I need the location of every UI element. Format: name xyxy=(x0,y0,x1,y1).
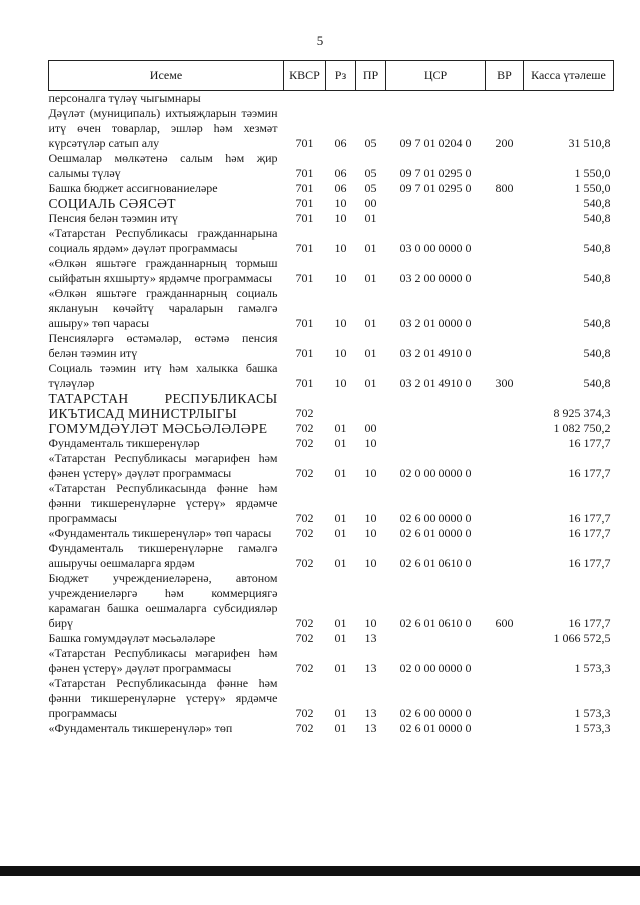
cell-kvsr: 701 xyxy=(295,181,314,195)
cell-rz: 10 xyxy=(334,196,347,210)
cell-amount: 16 177,7 xyxy=(568,616,611,630)
cell-amount: 16 177,7 xyxy=(568,466,611,480)
cell-amount: 1 066 572,5 xyxy=(553,631,611,645)
cell-vr xyxy=(486,721,524,736)
cell-vr xyxy=(486,391,524,421)
cell-csr xyxy=(386,421,486,436)
cell-rz: 01 xyxy=(334,721,347,735)
cell-name: Бюджет учреждениеләренә, автоном учреждениеләргә һәм коммерциягә карамаган башка оешмаларга субсидияләр бирү xyxy=(48,571,278,630)
cell-amount: 540,8 xyxy=(583,271,611,285)
cell-amount: 1 550,0 xyxy=(574,181,611,195)
cell-csr xyxy=(386,631,486,646)
table-row xyxy=(49,631,614,646)
cell-name: ТАТАРСТАН РЕСПУБЛИКАСЫ ИКЪТИСАД МИНИСТРЛЫГЫ xyxy=(48,391,278,421)
cell-rz: 01 xyxy=(334,436,347,450)
cell-pr: 05 xyxy=(364,166,377,180)
cell-name: «Татарстан Республикасы мәгарифен һәм фәнен үстерү» дәүләт программасы xyxy=(48,646,278,675)
cell-name: Социаль тәэмин итү һәм халыкка башка түләүләр xyxy=(48,361,278,390)
cell-kvsr: 702 xyxy=(295,436,314,450)
cell-vr xyxy=(486,421,524,436)
cell-csr xyxy=(386,91,486,107)
cell-pr: 01 xyxy=(364,376,377,390)
cell-amount: 540,8 xyxy=(583,211,611,225)
cell-kvsr: 702 xyxy=(295,421,314,435)
cell-rz: 01 xyxy=(334,631,347,645)
table-row xyxy=(49,226,614,256)
cell-vr xyxy=(486,211,524,226)
cell-rz: 06 xyxy=(334,166,347,180)
cell-vr xyxy=(486,436,524,451)
cell-amount: 540,8 xyxy=(583,241,611,255)
cell-kvsr: 701 xyxy=(295,241,314,255)
table-row xyxy=(49,721,614,736)
cell-vr xyxy=(486,541,524,571)
cell-kvsr: 702 xyxy=(295,661,314,675)
table-row xyxy=(49,676,614,721)
cell-vr xyxy=(486,256,524,286)
cell-kvsr xyxy=(284,91,326,107)
cell-kvsr: 701 xyxy=(295,136,314,150)
scan-edge-bar xyxy=(0,866,640,876)
cell-name: «Фундаменталь тикшеренүләр» төп xyxy=(48,721,233,735)
cell-csr: 02 6 01 0000 0 xyxy=(399,721,472,735)
cell-kvsr: 702 xyxy=(295,526,314,540)
cell-rz: 01 xyxy=(334,466,347,480)
table-row xyxy=(49,391,614,421)
header-rz: Рз xyxy=(326,61,356,91)
cell-kvsr: 702 xyxy=(295,616,314,630)
cell-pr: 00 xyxy=(364,196,377,210)
cell-amount: 540,8 xyxy=(583,346,611,360)
table-row xyxy=(49,541,614,571)
cell-csr: 09 7 01 0295 0 xyxy=(399,166,472,180)
table-row xyxy=(49,331,614,361)
cell-name: Дәүләт (муниципаль) ихтыяҗларын тәэмин итү өчен товарлар, эшләр һәм хезмәт күрсәтүләр сатып алу xyxy=(48,106,278,150)
cell-amount: 1 082 750,2 xyxy=(553,421,611,435)
cell-pr xyxy=(356,391,386,421)
cell-rz: 10 xyxy=(334,346,347,360)
cell-vr xyxy=(486,631,524,646)
cell-vr xyxy=(486,91,524,107)
table-row xyxy=(49,286,614,331)
cell-vr: 200 xyxy=(495,136,514,150)
cell-csr: 09 7 01 0295 0 xyxy=(399,181,472,195)
cell-pr: 01 xyxy=(364,211,377,225)
cell-csr xyxy=(386,211,486,226)
cell-kvsr: 701 xyxy=(295,316,314,330)
cell-vr xyxy=(486,286,524,331)
cell-rz: 01 xyxy=(334,526,347,540)
cell-kvsr: 701 xyxy=(295,211,314,225)
page-number: 5 xyxy=(316,33,324,48)
cell-rz: 06 xyxy=(334,181,347,195)
table-row xyxy=(49,181,614,196)
cell-name: Башка бюджет ассигнованиеләре xyxy=(48,181,218,195)
cell-amount: 540,8 xyxy=(583,376,611,390)
cell-kvsr: 702 xyxy=(295,721,314,735)
cell-pr: 00 xyxy=(364,421,377,435)
cell-pr: 13 xyxy=(364,631,377,645)
cell-vr xyxy=(486,151,524,181)
table-row xyxy=(49,151,614,181)
cell-amount: 16 177,7 xyxy=(568,511,611,525)
cell-rz: 10 xyxy=(334,241,347,255)
cell-name: ГОМУМДӘҮЛӘТ МӘСЬӘЛӘЛӘРЕ xyxy=(48,421,268,436)
cell-amount: 16 177,7 xyxy=(568,526,611,540)
cell-kvsr: 701 xyxy=(295,271,314,285)
cell-csr: 03 2 01 0000 0 xyxy=(399,316,472,330)
cell-rz: 10 xyxy=(334,271,347,285)
cell-rz: 01 xyxy=(334,661,347,675)
cell-name: персоналга түләү чыгымнары xyxy=(48,91,201,105)
cell-rz: 01 xyxy=(334,421,347,435)
cell-csr: 02 6 01 0610 0 xyxy=(399,616,472,630)
cell-vr xyxy=(486,196,524,211)
cell-pr: 10 xyxy=(364,526,377,540)
cell-rz: 01 xyxy=(334,511,347,525)
cell-pr: 10 xyxy=(364,436,377,450)
cell-name: «Татарстан Республикасы мәгарифен һәм фәнен үстерү» дәүләт программасы xyxy=(48,451,278,480)
table-row xyxy=(49,571,614,631)
cell-rz: 01 xyxy=(334,556,347,570)
table-header-row xyxy=(49,61,614,91)
header-pr: ПР xyxy=(356,61,386,91)
cell-kvsr: 701 xyxy=(295,196,314,210)
cell-name: Башка гомумдәүләт мәсьәләләре xyxy=(48,631,216,645)
table-row xyxy=(49,91,614,107)
cell-pr: 13 xyxy=(364,661,377,675)
cell-csr: 02 6 01 0000 0 xyxy=(399,526,472,540)
cell-pr: 10 xyxy=(364,511,377,525)
cell-pr: 10 xyxy=(364,466,377,480)
cell-csr xyxy=(386,436,486,451)
cell-kvsr: 702 xyxy=(295,706,314,720)
cell-pr xyxy=(356,91,386,107)
cell-name: Пенсияләргә өстәмәләр, өстәмә пенсия белән тәэмин итү xyxy=(48,331,278,360)
cell-kvsr: 701 xyxy=(295,346,314,360)
cell-name: «Татарстан Республикасында фәнне һәм фәнни тикшеренүләрне үстерү» ярдәмче программасы xyxy=(48,481,278,525)
table-row xyxy=(49,211,614,226)
cell-amount: 540,8 xyxy=(583,196,611,210)
cell-amount: 31 510,8 xyxy=(568,136,611,150)
cell-amount: 8 925 374,3 xyxy=(553,406,611,420)
table-row xyxy=(49,526,614,541)
table-row xyxy=(49,196,614,211)
header-name: Исеме xyxy=(49,61,284,91)
cell-rz: 10 xyxy=(334,376,347,390)
cell-name: «Татарстан Республикасында фәнне һәм фәнни тикшеренүләрне үстерү» ярдәмче программасы xyxy=(48,676,278,720)
cell-csr: 03 0 00 0000 0 xyxy=(399,241,472,255)
cell-vr: 800 xyxy=(495,181,514,195)
cell-rz: 01 xyxy=(334,616,347,630)
cell-csr: 02 6 00 0000 0 xyxy=(399,511,472,525)
cell-csr: 03 2 00 0000 0 xyxy=(399,271,472,285)
cell-name: Пенсия белән тәэмин итү xyxy=(48,211,178,225)
table-row xyxy=(49,451,614,481)
cell-pr: 10 xyxy=(364,556,377,570)
cell-pr: 01 xyxy=(364,346,377,360)
cell-csr xyxy=(386,391,486,421)
table-body xyxy=(49,91,614,737)
cell-vr xyxy=(486,676,524,721)
cell-pr: 13 xyxy=(364,706,377,720)
cell-name: Фундаменталь тикшеренүләрне гамәлгә ашыручы оешмаларга ярдәм xyxy=(48,541,278,570)
cell-csr: 09 7 01 0204 0 xyxy=(399,136,472,150)
header-kassa: Касса үтәлеше xyxy=(524,61,614,91)
cell-vr xyxy=(486,331,524,361)
cell-csr: 02 0 00 0000 0 xyxy=(399,466,472,480)
cell-rz xyxy=(326,91,356,107)
table-row xyxy=(49,646,614,676)
cell-amount: 1 573,3 xyxy=(574,661,611,675)
cell-name: Фундаменталь тикшеренүләр xyxy=(48,436,200,450)
cell-name: Оешмалар мөлкәтенә салым һәм җир салымы түләү xyxy=(48,151,278,180)
table-row xyxy=(49,421,614,436)
cell-csr: 02 0 00 0000 0 xyxy=(399,661,472,675)
cell-pr: 01 xyxy=(364,316,377,330)
header-csr: ЦСР xyxy=(386,61,486,91)
cell-vr xyxy=(486,451,524,481)
table-row xyxy=(49,436,614,451)
cell-name: «Өлкән яшьтәге гражданнарның социаль яклануын көчәйтү чараларын гамәлгә ашыру» төп чарасы xyxy=(48,286,278,330)
cell-rz: 06 xyxy=(334,136,347,150)
cell-vr xyxy=(486,226,524,256)
cell-pr: 05 xyxy=(364,181,377,195)
cell-vr: 600 xyxy=(495,616,514,630)
cell-rz xyxy=(326,391,356,421)
cell-pr: 13 xyxy=(364,721,377,735)
cell-kvsr: 702 xyxy=(295,466,314,480)
table-row xyxy=(49,256,614,286)
cell-amount: 16 177,7 xyxy=(568,556,611,570)
header-kvsr: КВСР xyxy=(284,61,326,91)
cell-name: «Өлкән яшьтәге гражданнарның тормыш сыйфатын яхшырту» ярдәмче программасы xyxy=(48,256,278,285)
cell-kvsr: 702 xyxy=(295,511,314,525)
cell-amount xyxy=(524,91,614,107)
cell-pr: 01 xyxy=(364,271,377,285)
cell-name: «Фундаменталь тикшеренүләр» төп чарасы xyxy=(48,526,272,540)
cell-pr: 01 xyxy=(364,241,377,255)
cell-kvsr: 701 xyxy=(295,166,314,180)
cell-rz: 01 xyxy=(334,706,347,720)
cell-amount: 540,8 xyxy=(583,316,611,330)
cell-csr: 03 2 01 4910 0 xyxy=(399,346,472,360)
cell-kvsr: 702 xyxy=(295,631,314,645)
cell-amount: 1 573,3 xyxy=(574,721,611,735)
budget-table xyxy=(48,60,614,736)
cell-vr xyxy=(486,646,524,676)
cell-pr: 05 xyxy=(364,136,377,150)
cell-amount: 1 573,3 xyxy=(574,706,611,720)
cell-csr xyxy=(386,196,486,211)
cell-vr xyxy=(486,526,524,541)
cell-name: СОЦИАЛЬ СӘЯСӘТ xyxy=(48,196,176,211)
cell-csr: 03 2 01 4910 0 xyxy=(399,376,472,390)
cell-amount: 16 177,7 xyxy=(568,436,611,450)
cell-rz: 10 xyxy=(334,316,347,330)
cell-kvsr: 701 xyxy=(295,376,314,390)
cell-kvsr: 702 xyxy=(295,406,314,420)
cell-rz: 10 xyxy=(334,211,347,225)
table-row xyxy=(49,481,614,526)
cell-vr: 300 xyxy=(495,376,514,390)
cell-vr xyxy=(486,481,524,526)
cell-csr: 02 6 01 0610 0 xyxy=(399,556,472,570)
cell-pr: 10 xyxy=(364,616,377,630)
header-vr: ВР xyxy=(486,61,524,91)
cell-name: «Татарстан Республикасы гражданнарына социаль ярдәм» дәүләт программасы xyxy=(48,226,278,255)
cell-amount: 1 550,0 xyxy=(574,166,611,180)
table-row xyxy=(49,106,614,151)
table-row xyxy=(49,361,614,391)
cell-csr: 02 6 00 0000 0 xyxy=(399,706,472,720)
cell-kvsr: 702 xyxy=(295,556,314,570)
